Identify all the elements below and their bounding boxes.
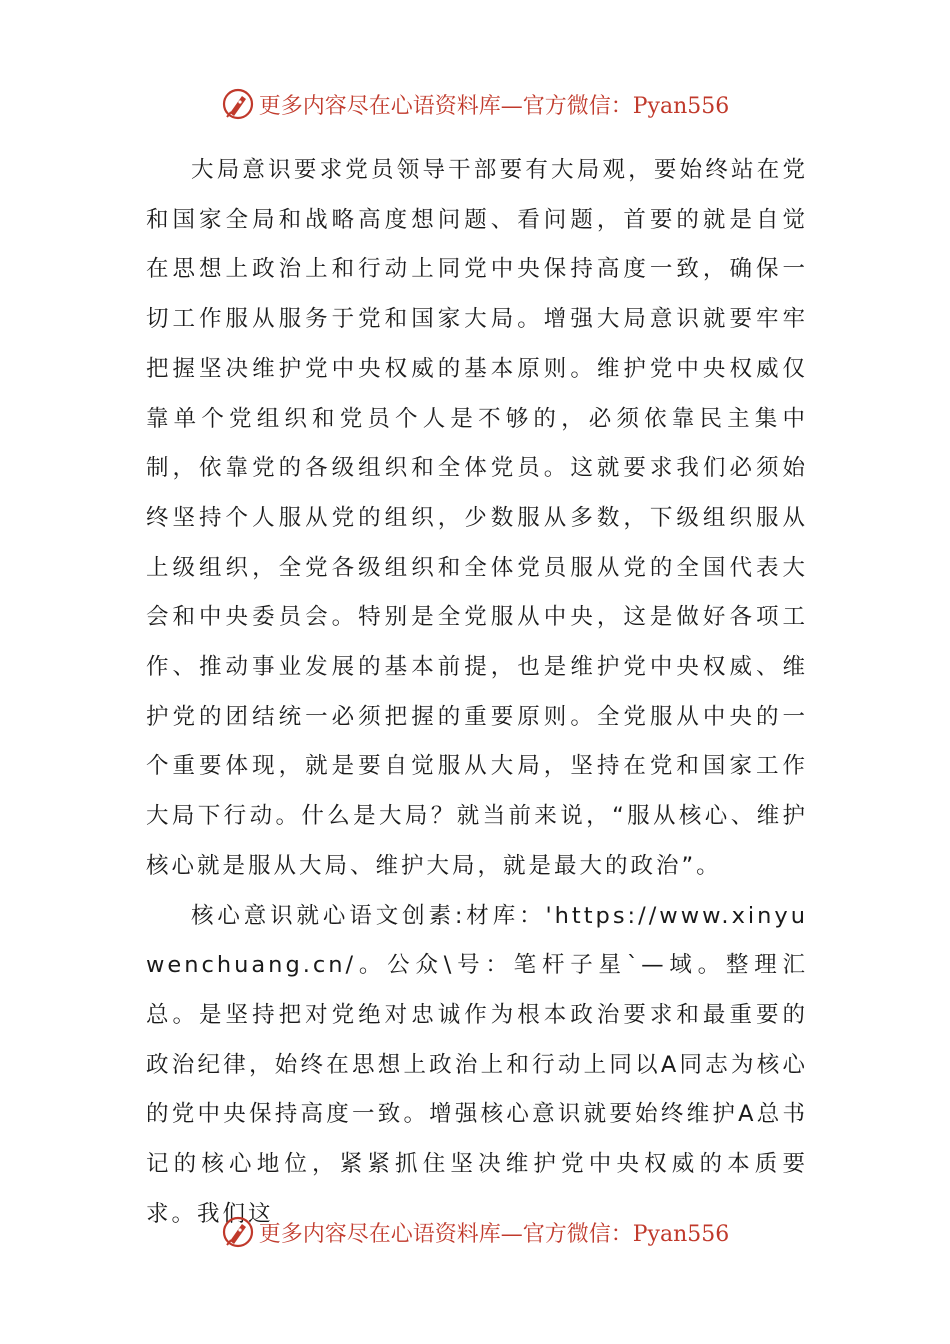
footer-banner xyxy=(0,1210,950,1254)
banner-text: 更多内容尽在心语资料库—官方微信：Pyan556 xyxy=(258,93,730,119)
pen-nib-logo-icon xyxy=(221,87,255,121)
document-body xyxy=(146,146,808,1239)
header-banner xyxy=(0,82,950,126)
banner-text: 更多内容尽在心语资料库—官方微信：Pyan556 xyxy=(258,1221,730,1247)
paragraph-2: 核心意识就心语文创素:材库：'https://www.xinyuwenchuang.cn/。公众\号：笔杆子星`—域。整理汇总。是坚持把对党绝对忠诚作为根本政治要求和最重要的政治纪律，始终在思想上政治上和行动上同以A同志为核心的党中央保持高度一致。增强核心意识就要始终维护A总书记的核心地位，紧紧抓住坚决维护党中央权威的本质要求。我们这 xyxy=(146,902,808,1227)
pen-nib-logo-icon xyxy=(221,1215,255,1249)
paragraph-1: 大局意识要求党员领导干部要有大局观，要始终站在党和国家全局和战略高度想问题、看问题，首要的就是自觉在思想上政治上和行动上同党中央保持高度一致，确保一切工作服从服务于党和国家大局。增强大局意识就要牢牢把握坚决维护党中央权威的基本原则。维护党中央权威仅靠单个党组织和党员个人是不够的，必须依靠民主集中制，依靠党的各级组织和全体党员。这就要求我们必须始终坚持个人服从党的组织，少数服从多数，下级组织服从上级组织，全党各级组织和全体党员服从党的全国代表大会和中央委员会。特别是全党服从中央，这是做好各项工作、推动事业发展的基本前提，也是维护党中央权威、维护党的团结统一必须把握的重要原则。全党服从中央的一个重要体现，就是要自觉服从大局，坚持在党和国家工作大局下行动。什么是大局？就当前来说，“服从核心、维护核心就是服从大局、维护大局，就是最大的政治”。 xyxy=(146,157,808,879)
